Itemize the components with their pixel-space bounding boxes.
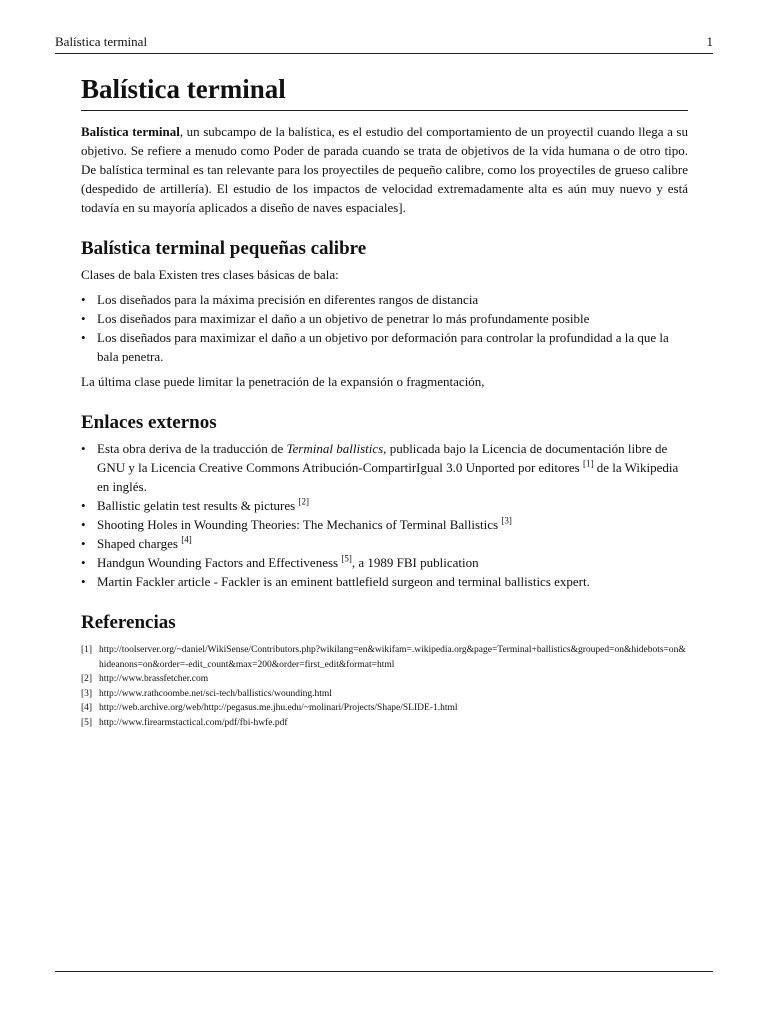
footer-rule [55, 971, 713, 972]
section1-lead: Clases de bala Existen tres clases básicas de bala: [81, 267, 339, 282]
section-heading-references: Referencias [81, 612, 176, 633]
reference-url[interactable]: http://toolserver.org/~daniel/WikiSense/Contributors.php?wikilang=en&wikifam=.wikipedia.org&page=Terminal+ballistics&grouped=on&hidebots=on&hideanons=on&order=-edit_count&max=200&order=first_edit&format=html [99, 645, 686, 670]
article-body [81, 72, 688, 730]
citation-link[interactable]: [2] [298, 496, 309, 507]
list-item: • Los diseñados para la máxima precisión en diferentes rangos de distancia [81, 292, 479, 307]
bullet-icon: • [81, 292, 86, 307]
reference-item [81, 672, 688, 687]
reference-item [81, 701, 688, 716]
citation-link[interactable]: [1] [582, 458, 594, 469]
list-item [81, 515, 688, 534]
reference-url[interactable]: http://www.brassfetcher.com [99, 674, 209, 684]
external-link[interactable]: Ballistic gelatin test results & pictures [97, 498, 299, 513]
article-title: Balística terminal [81, 72, 688, 111]
list-item [81, 572, 688, 591]
list-item [81, 496, 688, 515]
section1-closing: La última clase puede limitar la penetración de la expansión o fragmentación, [81, 374, 485, 389]
citation-link[interactable]: [4] [181, 534, 192, 545]
bullet-icon: • [81, 574, 86, 589]
running-header [55, 34, 713, 54]
reference-url[interactable]: http://www.firearmstactical.com/pdf/fbi-hwfe.pdf [99, 717, 288, 728]
list-item [81, 534, 688, 553]
external-link[interactable]: Martin Fackler article - Fackler is an eminent battlefield surgeon and terminal ballistics expert. [97, 574, 590, 589]
list-item: • Esta obra deriva de la traducción de Terminal ballistics, publicada bajo la Licencia de documentación libre de GNU y la Licencia Creative Commons Atribución-CompartirIgual 3.0 Unported por editores [1] de la Wikipedia en inglés. [81, 441, 679, 494]
section-heading-external-links: Enlaces externos [81, 412, 217, 433]
bullet-icon: • [81, 311, 86, 326]
reference-number: [1] [81, 645, 93, 655]
intro-paragraph [81, 122, 688, 217]
external-link[interactable]: Handgun Wounding Factors and Effectiveness [97, 555, 342, 570]
references-list [81, 643, 688, 730]
bullet-classes-list [81, 290, 688, 366]
list-item: • Los diseñados para maximizar el daño a un objetivo por deformación para controlar la profundidad a la que la bala penetra. [81, 330, 669, 364]
bullet-icon: • [81, 498, 86, 513]
reference-item [81, 716, 688, 731]
list-item: • Los diseñados para maximizar el daño a un objetivo de penetrar lo más profundamente posible [81, 311, 590, 326]
reference-url[interactable]: http://www.rathcoombe.net/sci-tech/ballistics/wounding.html [99, 688, 332, 699]
reference-url[interactable]: http://web.archive.org/web/http://pegasus.me.jhu.edu/~molinari/Projects/Shape/SLIDE-1.html [99, 703, 458, 713]
external-links-list [81, 439, 688, 591]
external-link[interactable]: Shooting Holes in Wounding Theories: The Mechanics of Terminal Ballistics [97, 517, 502, 532]
list-item: • Handgun Wounding Factors and Effectiveness [5], a 1989 FBI publication [81, 553, 479, 570]
bullet-icon: • [81, 517, 86, 532]
reference-number: [3] [81, 688, 93, 699]
source-article-link[interactable]: Terminal ballistics, [286, 441, 387, 456]
page-number: 1 [706, 34, 713, 49]
external-link[interactable]: Shaped charges [97, 536, 182, 551]
section-heading-small-caliber: Balística terminal pequeñas calibre [81, 238, 367, 259]
reference-number: [2] [81, 674, 93, 684]
bullet-icon: • [81, 536, 86, 551]
bullet-icon: • [81, 555, 86, 570]
reference-item [81, 643, 688, 672]
citation-link[interactable]: [3] [501, 515, 512, 526]
reference-item [81, 687, 688, 702]
header-title: Balística terminal [55, 34, 148, 49]
intro-bold-term: Balística terminal [81, 124, 180, 139]
citation-link[interactable]: [5] [341, 553, 352, 564]
reference-number: [5] [81, 717, 93, 728]
intro-text: , un subcampo de la balística, es el estudio del comportamiento de un proyectil cuando llega a su objetivo. Se refiere a menudo como Poder de parada cuando se trata de objetivos de la vida humana o de otro tipo. De balística terminal es tan relevante para los proyectiles de pequeño calibre, como los proyectiles de grueso calibre (despedido de artillería). El estudio de los impactos de velocidad extremadamente alta es aún muy nuevo y está todavía en su mayoría aplicados a diseño de naves espaciales]. [81, 124, 688, 215]
bullet-icon: • [81, 441, 86, 456]
bullet-icon: • [81, 330, 86, 345]
reference-number: [4] [81, 703, 93, 713]
